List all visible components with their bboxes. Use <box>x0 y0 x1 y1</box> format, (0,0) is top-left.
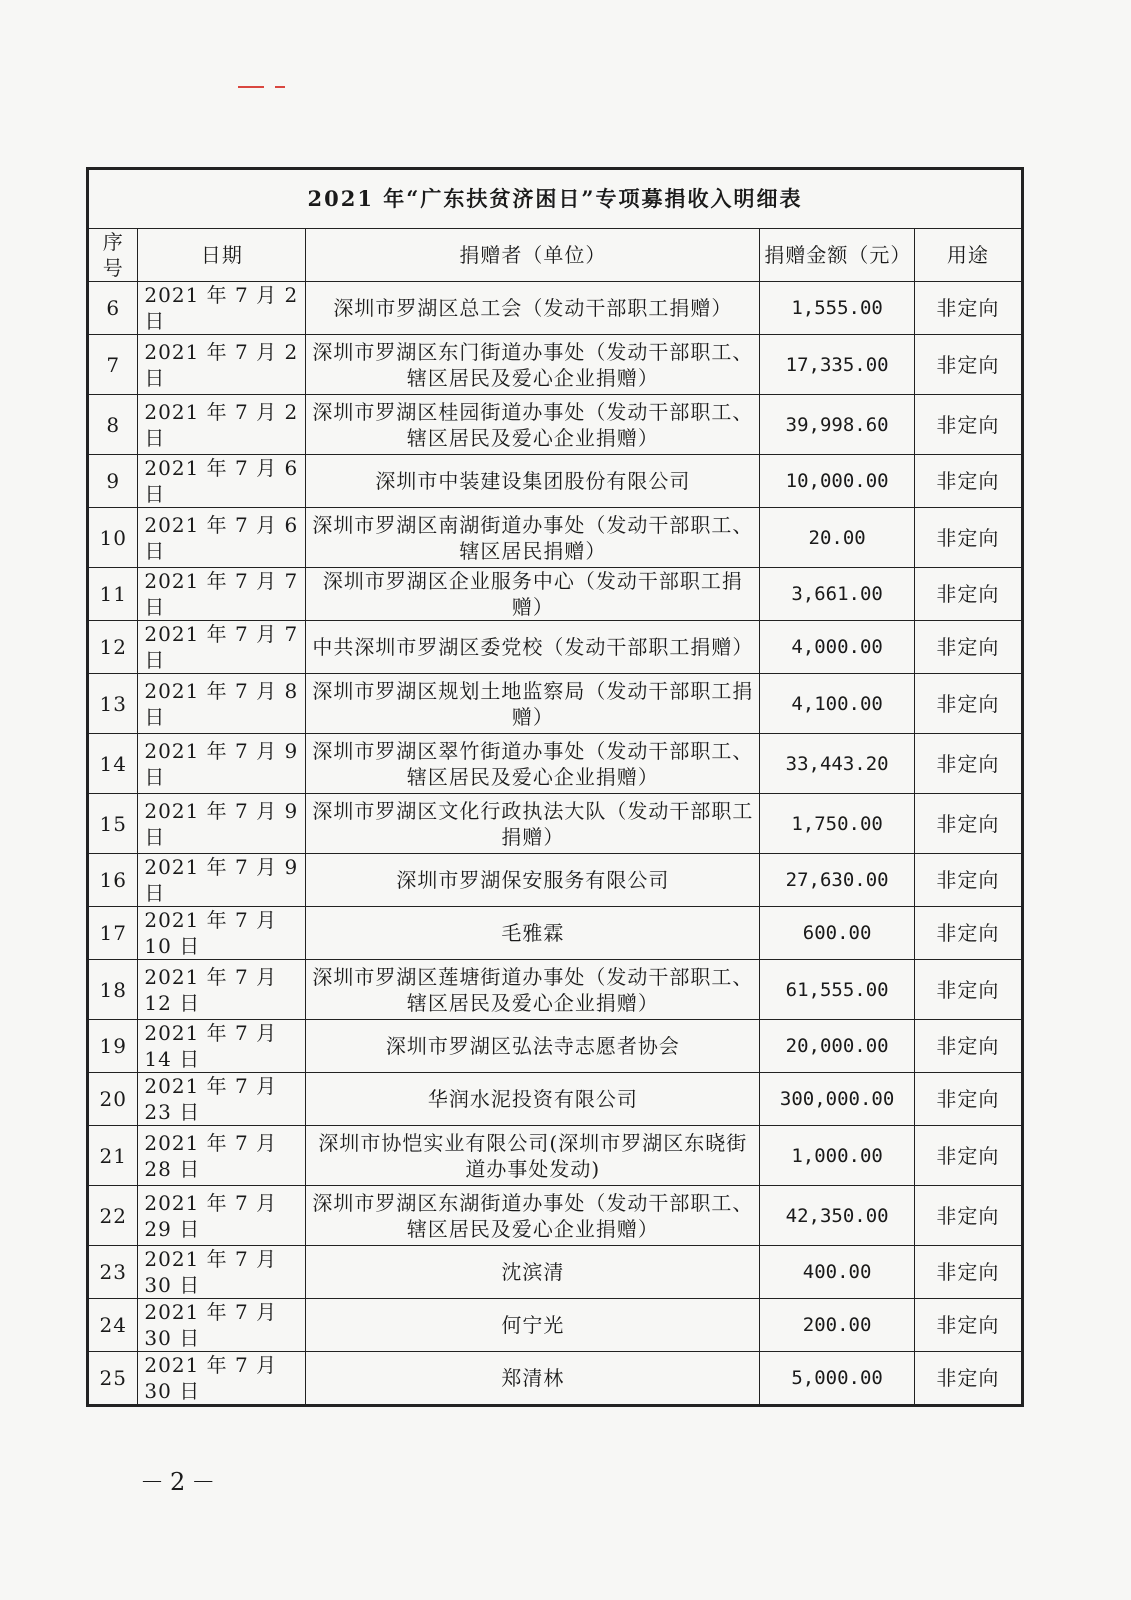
cell-no: 23 <box>89 1246 138 1299</box>
table-row <box>89 907 1022 960</box>
table-header-row <box>89 229 1022 282</box>
cell-use: 非定向 <box>914 907 1021 960</box>
table-title: 2021 年“广东扶贫济困日”专项募捐收入明细表 <box>89 170 1022 229</box>
cell-donor: 深圳市罗湖区企业服务中心（发动干部职工捐赠） <box>306 568 760 621</box>
cell-date: 2021 年 7 月 2 日 <box>138 335 306 395</box>
red-mark <box>275 86 285 88</box>
cell-amount: 17,335.00 <box>760 335 914 395</box>
header-amount: 捐赠金额（元） <box>760 229 914 282</box>
table-row <box>89 1073 1022 1126</box>
cell-use: 非定向 <box>914 1073 1021 1126</box>
cell-date: 2021 年 7 月 6 日 <box>138 508 306 568</box>
cell-donor: 毛雅霖 <box>306 907 760 960</box>
cell-no: 24 <box>89 1299 138 1352</box>
cell-no: 10 <box>89 508 138 568</box>
cell-use: 非定向 <box>914 1299 1021 1352</box>
red-mark <box>238 86 264 88</box>
table-row <box>89 282 1022 335</box>
cell-amount: 33,443.20 <box>760 734 914 794</box>
cell-date: 2021 年 7 月 30 日 <box>138 1246 306 1299</box>
cell-date: 2021 年 7 月 8 日 <box>138 674 306 734</box>
cell-date: 2021 年 7 月 10 日 <box>138 907 306 960</box>
cell-amount: 42,350.00 <box>760 1186 914 1246</box>
cell-no: 12 <box>89 621 138 674</box>
cell-date: 2021 年 7 月 30 日 <box>138 1352 306 1405</box>
cell-amount: 10,000.00 <box>760 455 914 508</box>
table-row <box>89 794 1022 854</box>
cell-amount: 400.00 <box>760 1246 914 1299</box>
table-row <box>89 568 1022 621</box>
cell-amount: 600.00 <box>760 907 914 960</box>
cell-donor: 深圳市罗湖区南湖街道办事处（发动干部职工、辖区居民捐赠） <box>306 508 760 568</box>
cell-donor: 深圳市罗湖区弘法寺志愿者协会 <box>306 1020 760 1073</box>
cell-donor: 深圳市罗湖区文化行政执法大队（发动干部职工捐赠） <box>306 794 760 854</box>
cell-amount: 61,555.00 <box>760 960 914 1020</box>
cell-donor: 深圳市罗湖区东门街道办事处（发动干部职工、辖区居民及爱心企业捐赠） <box>306 335 760 395</box>
table-body <box>89 282 1022 1405</box>
cell-donor: 深圳市罗湖区东湖街道办事处（发动干部职工、辖区居民及爱心企业捐赠） <box>306 1186 760 1246</box>
table-row <box>89 854 1022 907</box>
donation-table <box>88 169 1022 1405</box>
cell-use: 非定向 <box>914 734 1021 794</box>
table-row <box>89 455 1022 508</box>
table-row <box>89 335 1022 395</box>
cell-use: 非定向 <box>914 335 1021 395</box>
cell-amount: 1,750.00 <box>760 794 914 854</box>
cell-date: 2021 年 7 月 29 日 <box>138 1186 306 1246</box>
cell-donor: 中共深圳市罗湖区委党校（发动干部职工捐赠） <box>306 621 760 674</box>
cell-donor: 深圳市协恺实业有限公司(深圳市罗湖区东晓街道办事处发动) <box>306 1126 760 1186</box>
cell-amount: 4,100.00 <box>760 674 914 734</box>
table-row <box>89 621 1022 674</box>
cell-date: 2021 年 7 月 7 日 <box>138 621 306 674</box>
cell-use: 非定向 <box>914 455 1021 508</box>
donation-table-container <box>86 167 1024 1407</box>
cell-donor: 沈滨清 <box>306 1246 760 1299</box>
cell-use: 非定向 <box>914 1186 1021 1246</box>
cell-no: 18 <box>89 960 138 1020</box>
cell-date: 2021 年 7 月 9 日 <box>138 794 306 854</box>
cell-date: 2021 年 7 月 6 日 <box>138 455 306 508</box>
cell-use: 非定向 <box>914 674 1021 734</box>
cell-no: 22 <box>89 1186 138 1246</box>
cell-no: 16 <box>89 854 138 907</box>
cell-date: 2021 年 7 月 7 日 <box>138 568 306 621</box>
cell-date: 2021 年 7 月 12 日 <box>138 960 306 1020</box>
cell-no: 15 <box>89 794 138 854</box>
cell-amount: 200.00 <box>760 1299 914 1352</box>
table-row <box>89 395 1022 455</box>
cell-use: 非定向 <box>914 282 1021 335</box>
cell-date: 2021 年 7 月 2 日 <box>138 395 306 455</box>
cell-amount: 39,998.60 <box>760 395 914 455</box>
table-row <box>89 674 1022 734</box>
cell-date: 2021 年 7 月 14 日 <box>138 1020 306 1073</box>
cell-use: 非定向 <box>914 794 1021 854</box>
table-row <box>89 508 1022 568</box>
table-row <box>89 960 1022 1020</box>
cell-amount: 4,000.00 <box>760 621 914 674</box>
cell-amount: 20.00 <box>760 508 914 568</box>
cell-use: 非定向 <box>914 568 1021 621</box>
table-row <box>89 1246 1022 1299</box>
cell-no: 17 <box>89 907 138 960</box>
cell-amount: 27,630.00 <box>760 854 914 907</box>
table-row <box>89 1186 1022 1246</box>
cell-no: 7 <box>89 335 138 395</box>
cell-donor: 深圳市中装建设集团股份有限公司 <box>306 455 760 508</box>
header-date: 日期 <box>138 229 306 282</box>
cell-amount: 1,555.00 <box>760 282 914 335</box>
header-use: 用途 <box>914 229 1021 282</box>
cell-donor: 深圳市罗湖区翠竹街道办事处（发动干部职工、辖区居民及爱心企业捐赠） <box>306 734 760 794</box>
cell-amount: 1,000.00 <box>760 1126 914 1186</box>
cell-donor: 深圳市罗湖区总工会（发动干部职工捐赠） <box>306 282 760 335</box>
cell-donor: 深圳市罗湖区规划土地监察局（发动干部职工捐赠） <box>306 674 760 734</box>
cell-use: 非定向 <box>914 1352 1021 1405</box>
cell-no: 20 <box>89 1073 138 1126</box>
table-row <box>89 1126 1022 1186</box>
cell-amount: 5,000.00 <box>760 1352 914 1405</box>
table-title-row <box>89 170 1022 229</box>
cell-use: 非定向 <box>914 960 1021 1020</box>
cell-amount: 20,000.00 <box>760 1020 914 1073</box>
table-row <box>89 1299 1022 1352</box>
cell-date: 2021 年 7 月 2 日 <box>138 282 306 335</box>
cell-use: 非定向 <box>914 621 1021 674</box>
cell-date: 2021 年 7 月 9 日 <box>138 734 306 794</box>
cell-donor: 深圳市罗湖区莲塘街道办事处（发动干部职工、辖区居民及爱心企业捐赠） <box>306 960 760 1020</box>
cell-no: 14 <box>89 734 138 794</box>
cell-use: 非定向 <box>914 854 1021 907</box>
header-no: 序号 <box>89 229 138 282</box>
table-row <box>89 1352 1022 1405</box>
cell-no: 19 <box>89 1020 138 1073</box>
cell-use: 非定向 <box>914 1020 1021 1073</box>
table-row <box>89 734 1022 794</box>
cell-donor: 郑清林 <box>306 1352 760 1405</box>
cell-no: 9 <box>89 455 138 508</box>
cell-donor: 华润水泥投资有限公司 <box>306 1073 760 1126</box>
page-number: －2－ <box>140 1468 222 1496</box>
cell-use: 非定向 <box>914 395 1021 455</box>
table-row <box>89 1020 1022 1073</box>
cell-date: 2021 年 7 月 23 日 <box>138 1073 306 1126</box>
cell-no: 21 <box>89 1126 138 1186</box>
cell-no: 11 <box>89 568 138 621</box>
cell-donor: 深圳市罗湖保安服务有限公司 <box>306 854 760 907</box>
cell-no: 13 <box>89 674 138 734</box>
cell-date: 2021 年 7 月 30 日 <box>138 1299 306 1352</box>
cell-date: 2021 年 7 月 28 日 <box>138 1126 306 1186</box>
header-donor: 捐赠者（单位） <box>306 229 760 282</box>
cell-use: 非定向 <box>914 1246 1021 1299</box>
cell-no: 25 <box>89 1352 138 1405</box>
cell-amount: 300,000.00 <box>760 1073 914 1126</box>
cell-no: 6 <box>89 282 138 335</box>
cell-donor: 何宁光 <box>306 1299 760 1352</box>
cell-amount: 3,661.00 <box>760 568 914 621</box>
cell-date: 2021 年 7 月 9 日 <box>138 854 306 907</box>
cell-use: 非定向 <box>914 508 1021 568</box>
cell-donor: 深圳市罗湖区桂园街道办事处（发动干部职工、辖区居民及爱心企业捐赠） <box>306 395 760 455</box>
cell-no: 8 <box>89 395 138 455</box>
cell-use: 非定向 <box>914 1126 1021 1186</box>
